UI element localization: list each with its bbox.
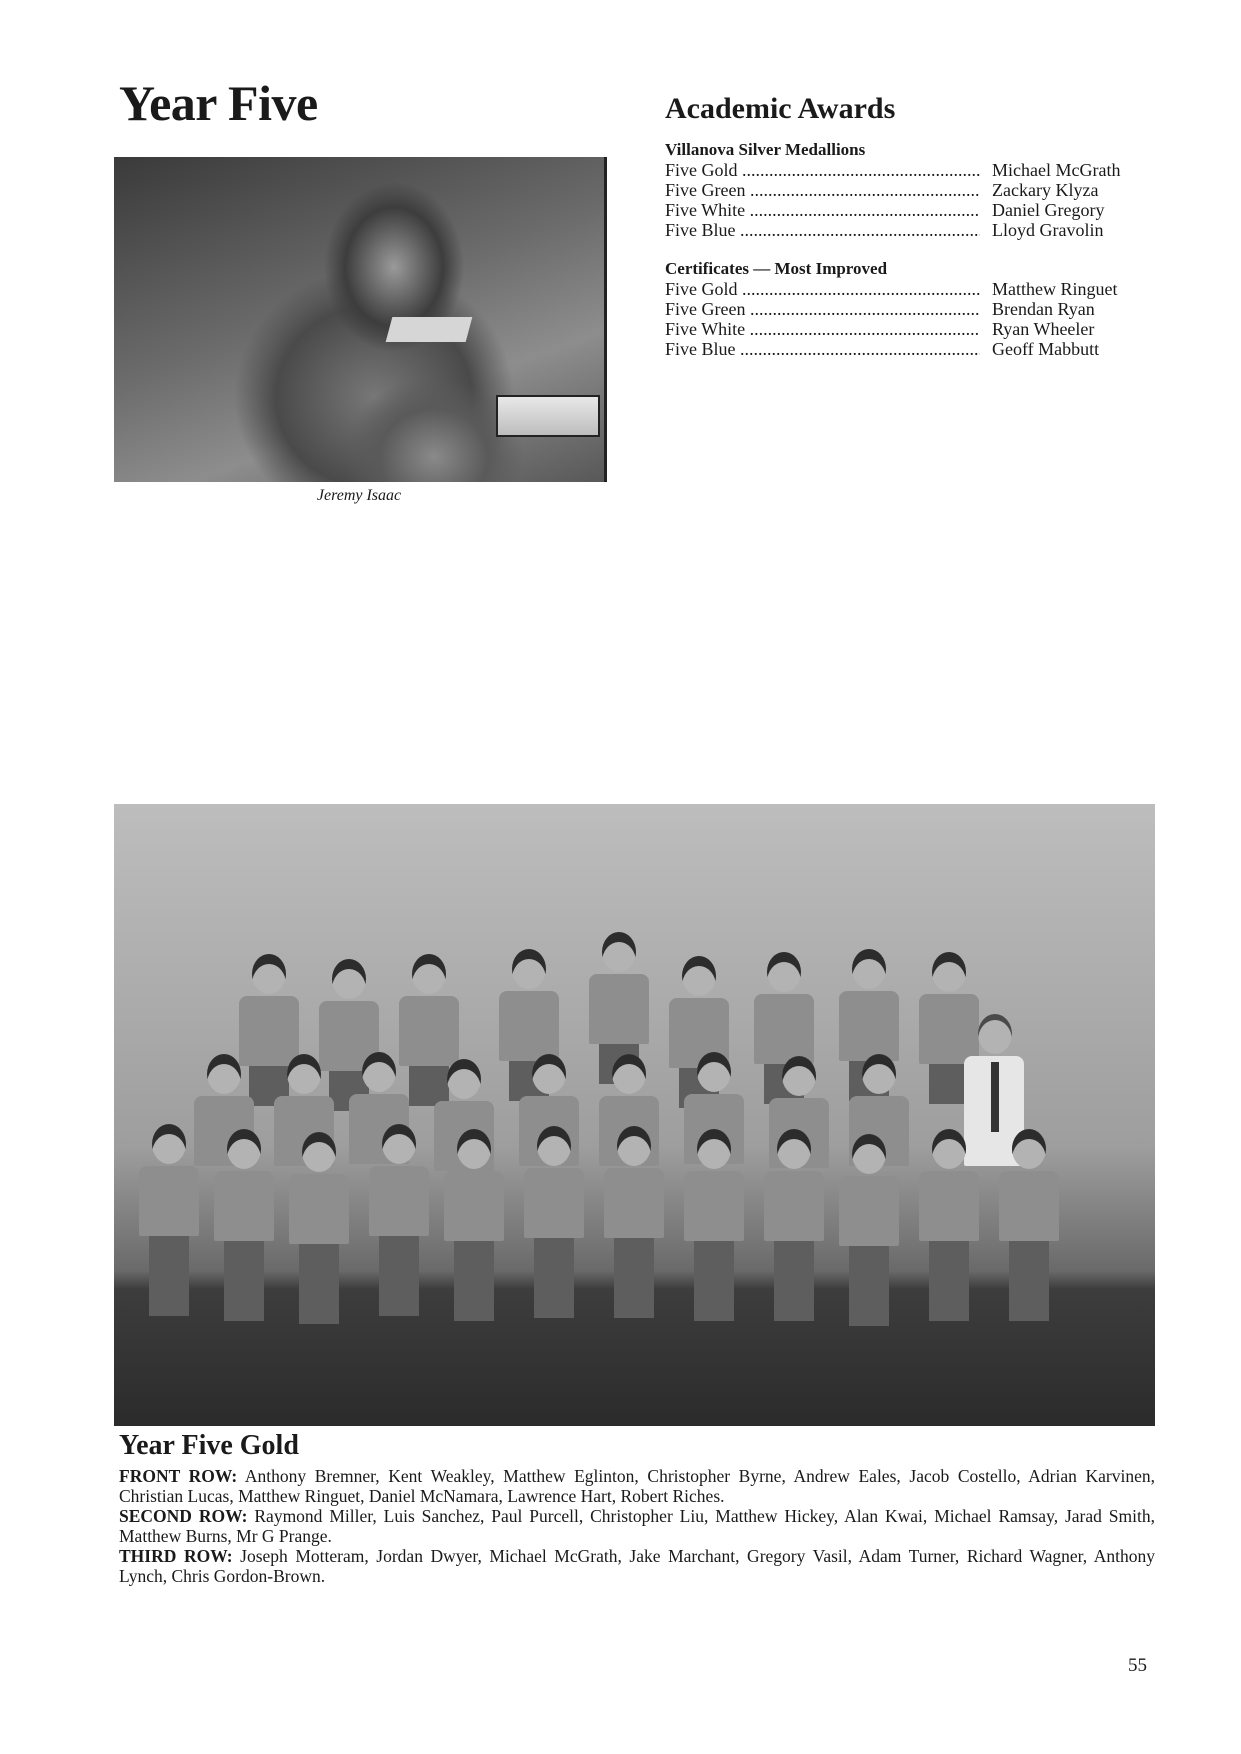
portrait-caption: Jeremy Isaac [316,487,402,504]
awards-heading: Academic Awards [665,92,896,125]
student-figure [289,1132,349,1324]
award-category: Five Gold ..... [665,279,980,299]
front-row-names: Anthony Bremner, Kent Weakley, Matthew Eglinton, Christopher Byrne, Andrew Eales, Jacob Costello, Adrian Karvinen, Christian Lucas, Matthew Ringuet, Daniel McNamara, Lawrence Hart, Robert Riches. [119,1466,1155,1506]
medallions-section [665,140,1145,240]
award-row [665,319,1145,339]
student-figure [919,1129,979,1321]
award-recipient: Ryan Wheeler [992,319,1095,339]
award-row [665,220,1145,240]
award-row [665,180,1145,200]
award-row [665,279,1145,299]
award-recipient: Michael McGrath [992,160,1121,180]
second-row-names: Raymond Miller, Luis Sanchez, Paul Purcell, Christopher Liu, Matthew Hickey, Alan Kwai, Michael Ramsay, Jarad Smith, Matthew Burns, Mr G Prange. [119,1506,1155,1546]
front-row-paragraph [119,1466,1155,1506]
award-category: Five White ..... [665,200,980,220]
student-figure [764,1129,824,1321]
award-recipient: Geoff Mabbutt [992,339,1100,359]
award-recipient: Daniel Gregory [992,200,1105,220]
student-figure [684,1129,744,1321]
third-row-paragraph [119,1546,1155,1586]
second-row-label: SECOND ROW: [119,1506,248,1526]
student-figure [839,1134,899,1326]
roster-text [119,1466,1155,1586]
front-row-label: FRONT ROW: [119,1466,238,1486]
student-figure [999,1129,1059,1321]
page-number: 55 [1128,1655,1147,1676]
award-recipient: Zackary Klyza [992,180,1099,200]
award-category: Five Green ..... [665,299,980,319]
certificates-section [665,259,1145,359]
student-figure [604,1126,664,1318]
student-portrait-photo [114,157,607,482]
student-figure [369,1124,429,1316]
award-row [665,299,1145,319]
certificates-title: Certificates — Most Improved [665,259,888,278]
page-title: Year Five [119,75,318,131]
student-figure [524,1126,584,1318]
award-category: Five Blue ..... [665,339,980,359]
award-recipient: Brendan Ryan [992,299,1095,319]
student-figure [444,1129,504,1321]
group-photo-title: Year Five Gold [119,1430,299,1461]
class-group-photo [114,804,1155,1426]
award-category: Five Green ..... [665,180,980,200]
medallions-title: Villanova Silver Medallions [665,140,866,159]
award-category: Five White ..... [665,319,980,339]
student-figure [214,1129,274,1321]
award-category: Five Blue ..... [665,220,980,240]
third-row-label: THIRD ROW: [119,1546,233,1566]
student-figure [139,1124,199,1316]
award-row [665,200,1145,220]
award-row [665,160,1145,180]
second-row-paragraph [119,1506,1155,1546]
award-recipient: Matthew Ringuet [992,279,1118,299]
third-row-names: Joseph Motteram, Jordan Dwyer, Michael McGrath, Jake Marchant, Gregory Vasil, Adam Turner, Richard Wagner, Anthony Lynch, Chris Gordon-Brown. [119,1546,1156,1586]
book-on-desk [496,395,600,437]
award-recipient: Lloyd Gravolin [992,220,1104,240]
paper-sheet [386,317,473,342]
award-row [665,339,1145,359]
award-category: Five Gold ..... [665,160,980,180]
